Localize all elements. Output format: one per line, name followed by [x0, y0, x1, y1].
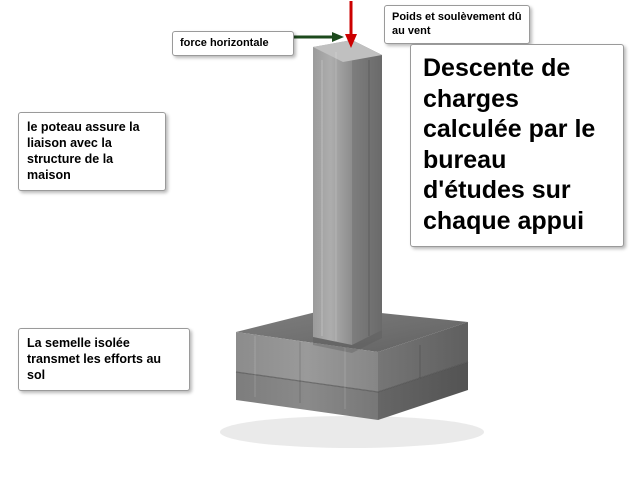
column-front-face — [313, 40, 352, 345]
callout-footing-role: La semelle isolée transmet les efforts au sol — [18, 328, 190, 391]
callout-load-descent: Descente de charges calculée par le bureau d'études sur chaque appui — [410, 44, 624, 247]
column-right-face — [352, 40, 382, 345]
ground-shadow — [220, 416, 484, 448]
callout-column-role: le poteau assure la liaison avec la structure de la maison — [18, 112, 166, 191]
callout-weight-wind-uplift: Poids et soulèvement dû au vent — [384, 5, 530, 44]
horizontal-force-arrow — [290, 28, 346, 53]
callout-horizontal-force: force horizontale — [172, 31, 294, 56]
